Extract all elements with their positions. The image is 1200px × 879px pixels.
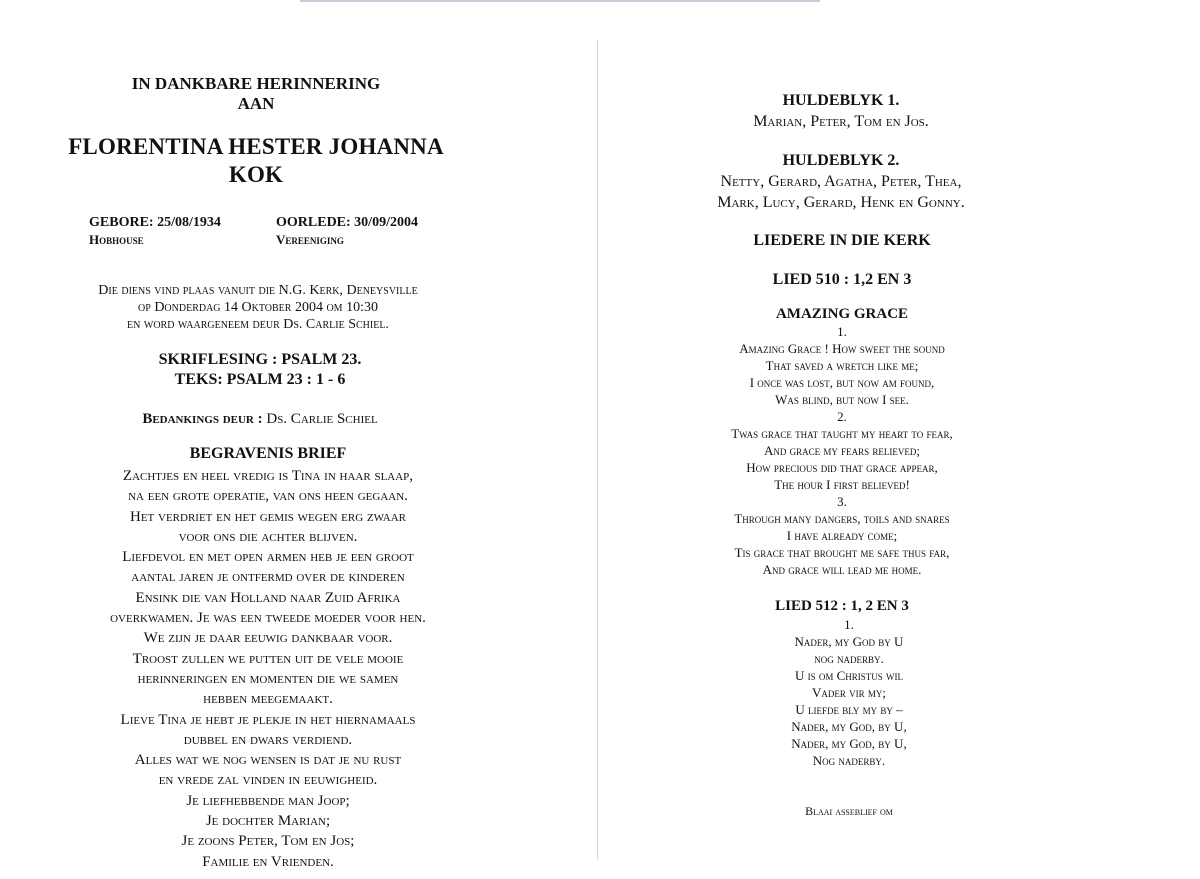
hymn-line: That saved a wretch like me; — [765, 358, 919, 373]
hymn-line: How precious did that grace appear, — [746, 460, 938, 475]
verse-number: 3. — [837, 494, 847, 509]
thanks-line — [0, 410, 520, 428]
right-page — [599, 0, 1200, 879]
letter-line: We zijn je daar eeuwig dankbaar voor. — [143, 630, 393, 647]
heading-line-1: IN DANKBARE HERINNERING — [131, 74, 381, 93]
hymn-line: Twas grace that taught my heart to fear, — [731, 426, 953, 441]
letter-line: voor ons die achter blijven. — [178, 528, 358, 545]
name-line-2: KOK — [228, 162, 284, 187]
tribute-2-names-line: Mark, Lucy, Gerard, Henk en Gonny. — [717, 194, 965, 211]
funeral-letter-title: BEGRAVENIS BRIEF — [189, 445, 347, 462]
hymn-line: I once was lost, but now am found, — [749, 375, 935, 390]
birth-place: Hobhouse — [89, 232, 144, 247]
letter-line: Lieve Tina je hebt je plekje in het hiernamaals — [120, 711, 416, 728]
scripture-section — [0, 350, 520, 390]
death-info — [276, 214, 418, 248]
hymn-line: Amazing Grace ! How sweet the sound — [739, 341, 945, 356]
left-page — [0, 0, 598, 879]
tribute-1-title: HULDEBLYK 1. — [782, 92, 900, 109]
hymn-line: And grace will lead me home. — [762, 562, 922, 577]
hymn-verses — [599, 323, 1085, 578]
letter-line: Het verdriet en het gemis wegen erg zwaar — [130, 508, 406, 525]
letter-line: Zachtjes en heel vredig is Tina in haar slaap, — [122, 468, 414, 484]
verse-number: 1. — [844, 617, 854, 632]
service-details — [0, 282, 516, 333]
hymn-line: I have already come; — [786, 528, 898, 543]
thanks-name: Ds. Carlie Schiel — [266, 411, 378, 427]
tribute-2-names-line: Netty, Gerard, Agatha, Peter, Thea, — [720, 173, 962, 190]
scripture-reading: SKRIFLESING : PSALM 23. — [158, 351, 362, 368]
hymn-line: Tis grace that brought me safe thus far, — [734, 545, 950, 560]
song-1-title: LIED 510 : 1,2 EN 3 — [772, 271, 912, 288]
songs-heading: LIEDERE IN DIE KERK — [753, 232, 931, 249]
birth-date: GEBORE: 25/08/1934 — [89, 215, 221, 230]
letter-line: dubbel en dwars verdiend. — [183, 731, 353, 748]
verse-number: 1. — [837, 324, 847, 339]
song-line: Vader vir my; — [811, 685, 886, 700]
death-date: OORLEDE: 30/09/2004 — [276, 215, 418, 230]
deceased-name — [0, 133, 512, 189]
hymn-line: The hour I first believed! — [774, 477, 910, 492]
song-line: U is om Christus wil — [794, 668, 904, 683]
memorial-heading — [0, 74, 512, 114]
turn-page-note: Blaai asseblief om — [805, 804, 893, 818]
song-line: nog naderby. — [814, 651, 884, 666]
song-line: Nader, my God, by U, — [791, 736, 907, 751]
song-line: U liefde bly my by – — [795, 702, 903, 717]
letter-line: Je zoons Peter, Tom en Jos; — [181, 833, 355, 850]
service-line: en word waargeneem deur Ds. Carlie Schiel. — [127, 317, 389, 332]
funeral-letter — [0, 466, 536, 872]
letter-line: en vrede zal vinden in eeuwigheid. — [158, 772, 378, 789]
letter-line: na een grote operatie, van ons heen gegaan. — [128, 488, 408, 505]
letter-line: hebben meegemaakt. — [203, 691, 333, 708]
letter-line: overkwamen. Je was een tweede moeder voor hen. — [110, 610, 426, 627]
letter-line: Familie en Vrienden. — [202, 853, 334, 870]
tribute-1-names: Marian, Peter, Tom en Jos. — [753, 113, 929, 130]
tribute-2-title: HULDEBLYK 2. — [782, 152, 900, 169]
letter-line: Alles wat we nog wensen is dat je nu rust — [134, 752, 402, 769]
song-line: Nader, my God, by U, — [791, 719, 907, 734]
service-line: op Donderdag 14 Oktober 2004 om 10:30 — [138, 300, 378, 315]
song-2-title: LIED 512 : 1, 2 EN 3 — [775, 598, 909, 614]
service-line: Die diens vind plaas vanuit die N.G. Kerk, Deneysville — [98, 283, 418, 298]
hymn-line: Through many dangers, toils and snares — [734, 511, 950, 526]
letter-line: aantal jaren je ontfermd over de kinderen — [131, 569, 405, 586]
tribute-2 — [599, 151, 1083, 213]
death-place: Vereeniging — [276, 232, 344, 247]
song-line: Nog naderby. — [812, 753, 886, 768]
letter-line: Je liefhebbende man Joop; — [186, 792, 350, 809]
letter-line: Ensink die van Holland naar Zuid Afrika — [135, 589, 401, 606]
letter-line: Liefdevol en met open armen heb je een groot — [122, 549, 414, 566]
hymn-title: AMAZING GRACE — [775, 306, 909, 322]
tribute-1 — [599, 91, 1083, 132]
letter-line: herinneringen en momenten die we samen — [137, 670, 399, 687]
birth-info — [89, 214, 221, 248]
hymn-line: Was blind, but now I see. — [775, 392, 909, 407]
song-line: Nader, my God by U — [794, 634, 904, 649]
heading-line-2: AAN — [237, 94, 275, 113]
song-2-verses — [599, 616, 1099, 769]
hymn-line: And grace my fears relieved; — [763, 443, 920, 458]
name-line-1: FLORENTINA HESTER JOHANNA — [68, 134, 444, 159]
thanks-label: Bedankings deur : — [142, 411, 263, 427]
scripture-text: TEKS: PSALM 23 : 1 - 6 — [174, 371, 346, 388]
letter-line: Troost zullen we putten uit de vele mooie — [132, 650, 404, 667]
letter-line: Je dochter Marian; — [205, 813, 331, 830]
verse-number: 2. — [837, 409, 847, 424]
